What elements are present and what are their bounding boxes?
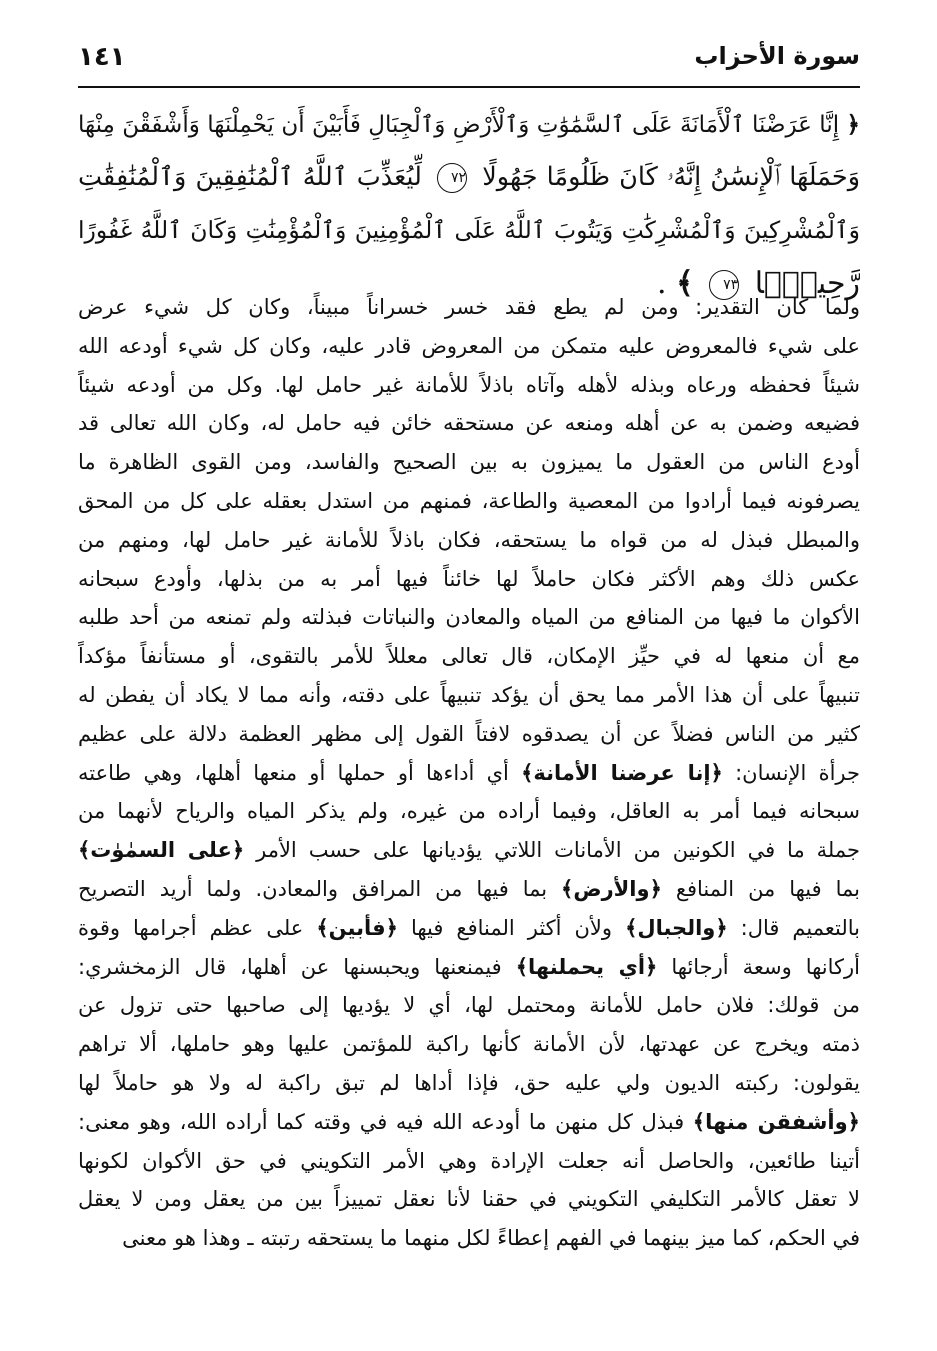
text-line: [78, 598, 860, 637]
text-line: [78, 986, 860, 1025]
commentary-body: [78, 288, 860, 1258]
quoted-verse: ﴿فأبين﴾: [316, 915, 398, 940]
text-line: [78, 443, 860, 482]
quran-verse-block: [78, 98, 860, 310]
text-run: جملة ما في الكونين من الأمانات اللاتي يؤديانها على حسب الأمر: [256, 838, 860, 863]
verse-text: رَّحِيمًۢا: [754, 266, 860, 301]
close-bracket: ﴾: [676, 266, 694, 301]
page-header: [78, 38, 860, 88]
text-line: [78, 1103, 860, 1142]
verse-text: وَٱلْمُشْرِكِينَ وَٱلْمُشْرِكَٰتِ وَيَتُوبَ ٱللَّهُ عَلَى ٱلْمُؤْمِنِينَ وَٱلْمُؤْمِنَٰتِ وَكَانَ ٱللَّهُ غَفُورًا: [78, 216, 860, 244]
text-run: الأكوان ما فيها من المنافع من المياه والمعادن والنباتات فبذلته ولم تمنعه من أحد طلبه: [78, 605, 860, 630]
text-line: [78, 482, 860, 521]
text-line: [78, 870, 860, 909]
text-run: أتينا طائعين، والحاصل أنه جعلت الإرادة وهي الأمر التكويني في حق الأكوان لكونها: [78, 1148, 860, 1173]
text-run: لا تعقل كالأمر التكليفي التكويني في حقنا لأنا نعقل تمييزاً بين من يعقل ومن لا يعقل: [78, 1187, 860, 1212]
text-run: في الحكم، كما ميز بينهما في الفهم إعطاءً لكل منهما ما يستحقه رتبته ـ وهذا هو معنى: [122, 1226, 860, 1251]
text-run: كثير من الناس فضلاً عن أن يصدقوه لافتاً القول إلى مظهر العظمة دلالة على عظيم: [78, 721, 860, 746]
text-line: [78, 831, 860, 870]
open-bracket: ﴿: [846, 111, 860, 138]
text-line: [78, 715, 860, 754]
page-number: ١٤١: [78, 42, 126, 72]
quran-line: [78, 98, 860, 151]
text-line: [78, 521, 860, 560]
text-line: [78, 637, 860, 676]
quoted-verse: ﴿على السمٰوٰت﴾: [78, 838, 245, 863]
text-run: فيمنعنها ويحبسنها عن أهلها، قال الزمخشري:: [78, 954, 502, 979]
text-run: ذمته ويخرج عن عهدتها، لأن الأمانة كأنها راكبة للمؤتمن عليها وهو حاملها، ألا تراهم: [78, 1032, 860, 1057]
text-run: عكس ذلك وهم الأكثر فكان حاملاً لها خائناً فيها أمر به من بذلها، وأودع سبحانه: [78, 566, 860, 591]
quoted-verse: ﴿وأشفقن منها﴾: [692, 1109, 860, 1134]
ayah-number-marker: ٧٢: [437, 163, 467, 193]
text-run: مع أن منعها له في حيِّز الإمكان، قال تعالى معللاً للأمر بالتقوى، أو مستأنفاً مؤكداً: [78, 644, 860, 669]
text-line: [78, 1025, 860, 1064]
text-run: بما فيها من المرافق والمعادن. ولما أريد التصريح: [78, 876, 548, 901]
text-run: فضيعه وضمن به عن أهله ومنعه عن مستحقه خائن فيه حامل له، وكان الله تعالى قد: [78, 411, 860, 436]
text-run: جرأة الإنسان:: [735, 760, 860, 785]
text-run: بما فيها من المنافع: [675, 876, 860, 901]
text-run: يصرفونه فيما أرادوا من المعصية والطاعة، فمنهم من استدل بعقله على كل من المحق: [78, 488, 860, 513]
text-run: من قولك: فلان حامل للأمانة ومحتمل لها، أي لا يؤديها إلى صاحبها حتى تزول عن: [78, 993, 860, 1018]
quran-line: [78, 204, 860, 257]
text-line: [78, 676, 860, 715]
text-run: ولما كان التقدير: ومن لم يطع فقد خسر خسراناً مبيناً، وكان كل شيء عرض: [78, 295, 860, 319]
surah-title: سورة الأحزاب: [694, 42, 860, 70]
quoted-verse: ﴿والجبال﴾: [625, 915, 728, 940]
quran-line: [78, 151, 860, 204]
quoted-verse: ﴿أي يحملنها﴾: [515, 954, 658, 979]
text-run: فبذل كل منهن ما أودعه الله فيه في وقته كما أراده الله، وهو معنى:: [78, 1109, 685, 1134]
text-line: [78, 909, 860, 948]
text-line: [78, 404, 860, 443]
verse-end-dot: .: [657, 266, 667, 301]
text-run: تنبيهاً على أن هذا الأمر مما يحق أن يؤكد تنبيهاً على دقته، وأنه مما لا يكاد أن يفطن له: [78, 682, 860, 707]
quoted-verse: ﴿إنا عرضنا الأمانة﴾: [521, 760, 723, 785]
text-run: أودع الناس من العقول ما يميزون به بين الصحيح والفاسد، ومن القوى الظاهرة ما: [78, 450, 860, 475]
text-run: سبحانه فيما أمر به العاقل، وفيما أراده من غيره، ولم يذكر المياه والرياح لأنهما من: [78, 799, 860, 824]
text-run: ولأن أكثر المنافع فيها: [410, 915, 613, 940]
text-run: على عظم أجرامها وقوة: [78, 915, 304, 940]
verse-text: وَحَمَلَهَا ٱلْإِنسَٰنُ إِنَّهُۥ كَانَ ظَلُومًا جَهُولًا: [482, 162, 860, 192]
text-run: يقولون: ركبته الديون ولي عليه حق، فإذا أداها لم تبق راكبة له ولا هو حاملاً لها: [78, 1070, 860, 1095]
text-line: [78, 948, 860, 987]
text-line: [78, 754, 860, 793]
text-run: والمبطل فبذل له من قواه ما يستحقه، فكان باذلاً للأمانة غير حامل لها، ومنهم من: [78, 527, 860, 552]
text-run: شيئاً فحفظه ورعاه وبذله لأهله وآتاه باذلاً للأمانة غير حامل لها. وكل من أودعه شيئاً: [78, 372, 860, 397]
ayah-number-marker: ٧٣: [709, 270, 739, 300]
text-line: [78, 1219, 860, 1258]
text-line: [78, 792, 860, 831]
text-line: [78, 1064, 860, 1103]
text-run: على شيء فالمعروض عليه متمكن من المعروض قادر عليه، وكان كل شيء أودعه الله: [78, 333, 860, 358]
text-run: أركانها وسعة أرجائها: [671, 954, 860, 979]
text-run: بالتعميم قال:: [740, 915, 860, 940]
text-line: [78, 327, 860, 366]
quoted-verse: ﴿والأرض﴾: [561, 876, 662, 901]
text-line: [78, 1142, 860, 1181]
text-line: [78, 366, 860, 405]
text-run: أي أداءها أو حملها أو منعها أهلها، وهي طاعته: [78, 760, 509, 785]
verse-text: لِّيُعَذِّبَ ٱللَّهُ ٱلْمُنَٰفِقِينَ وَٱلْمُنَٰفِقَٰتِ: [78, 162, 422, 192]
text-line: [78, 560, 860, 599]
verse-text: إِنَّا عَرَضْنَا ٱلْأَمَانَةَ عَلَى ٱلسَّمَٰوَٰتِ وَٱلْأَرْضِ وَٱلْجِبَالِ فَأَبَيْنَ أَن يَحْمِلْنَهَا وَأَشْفَقْنَ مِنْهَا: [78, 112, 840, 138]
text-line: [78, 1180, 860, 1219]
text-line: [78, 288, 860, 327]
